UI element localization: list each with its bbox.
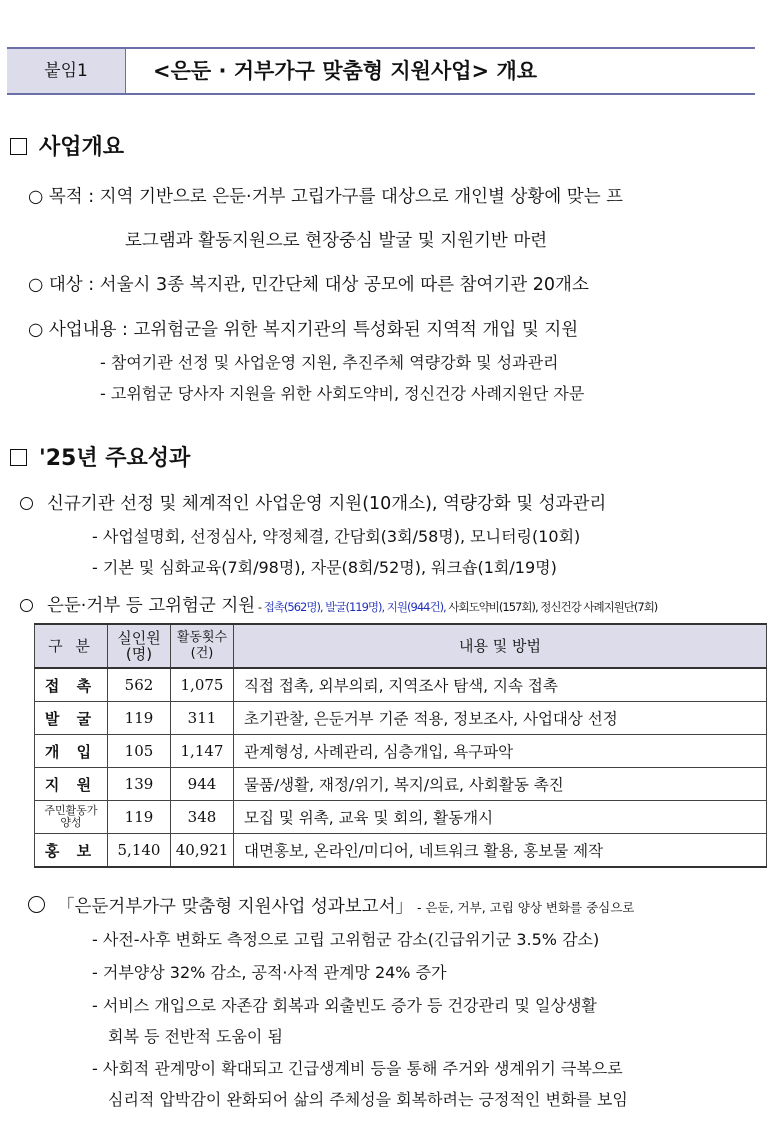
attachment-tag: 붙임1 <box>7 49 126 93</box>
row-people: 562 <box>108 668 171 702</box>
report-sub-1: - 사전-사후 변화도 측정으로 고립 고위험군 감소(긴급위기군 3.5% 감소) <box>92 930 600 949</box>
table-row <box>35 735 767 768</box>
table-row <box>35 702 767 735</box>
row-count: 348 <box>171 801 234 834</box>
table-row <box>35 801 767 834</box>
results-item-1 <box>20 490 606 515</box>
row-category: 발 굴 <box>35 702 108 735</box>
report-title-note: - 은둔, 거부, 고립 양상 변화를 중심으로 <box>412 900 635 915</box>
section-results-heading <box>10 441 190 472</box>
row-category: 주민활동가 양성 <box>35 801 108 834</box>
row-people: 5,140 <box>108 834 171 868</box>
content-sub-1: - 참여기관 선정 및 사업운영 지원, 추진주체 역량강화 및 성과관리 <box>100 353 559 372</box>
section-overview-title: 사업개요 <box>39 135 125 160</box>
checkbox-square-icon <box>10 449 27 466</box>
row-category: 개 입 <box>35 735 108 768</box>
table-header-category: 구 분 <box>35 624 108 668</box>
table-header-row <box>35 624 767 668</box>
report-sub-4-line-1: - 사회적 관계망이 확대되고 긴급생계비 등을 통해 주거와 생계위기 극복으로 <box>92 1059 623 1078</box>
results-item-1-sub-2: - 기본 및 심화교육(7회/98명), 자문(8회/52명), 워크숍(1회/19명) <box>92 558 557 577</box>
report-sub-3-line-2: 회복 등 전반적 도움이 됨 <box>108 1027 283 1046</box>
row-people: 139 <box>108 768 171 801</box>
content-sub-2: - 고위험군 당사자 지원을 위한 사회도약비, 정신건강 사례지원단 자문 <box>100 384 585 403</box>
results-item-1-sub-1: - 사업설명회, 선정심사, 약정체결, 간담회(3회/58명), 모니터링(10회) <box>92 527 581 546</box>
row-description: 물품/생활, 재정/위기, 복지/의료, 사회활동 촉진 <box>234 768 767 801</box>
table-row <box>35 768 767 801</box>
report-title: 「은둔거부가구 맞춤형 지원사업 성과보고서」 <box>57 897 413 917</box>
row-count: 311 <box>171 702 234 735</box>
bullet-circle-icon <box>20 599 33 612</box>
row-people: 105 <box>108 735 171 768</box>
row-description: 관계형성, 사례관리, 심층개입, 욕구파악 <box>234 735 767 768</box>
results-item-2-note: 사회도약비(157회), 정신건강 사례지원단(7회) <box>445 600 658 614</box>
content-line: ○ 사업내용 : 고위험군을 위한 복지기관의 특성화된 지역적 개입 및 지원 <box>28 320 579 340</box>
results-item-2-note-dash: - <box>255 600 264 614</box>
page-title: <은둔 · 거부가구 맞춤형 지원사업> 개요 <box>153 59 538 83</box>
row-count: 1,075 <box>171 668 234 702</box>
page-header <box>7 47 755 95</box>
row-count: 944 <box>171 768 234 801</box>
table-header-description: 내용 및 방법 <box>234 624 767 668</box>
checkbox-square-icon <box>10 138 27 155</box>
report-line <box>28 893 634 918</box>
row-description: 직접 접촉, 외부의뢰, 지역조사 탐색, 지속 접촉 <box>234 668 767 702</box>
report-sub-3-line-1: - 서비스 개입으로 자존감 회복과 외출빈도 증가 등 건강관리 및 일상생활 <box>92 996 597 1015</box>
table-row <box>35 834 767 868</box>
row-description: 초기관찰, 은둔거부 기준 적용, 정보조사, 사업대상 선정 <box>234 702 767 735</box>
section-results-title: '25년 주요성과 <box>39 446 191 471</box>
results-item-2-note-highlight: 접촉(562명), 발굴(119명), 지원(944건), <box>263 600 446 614</box>
report-sub-4-line-2: 심리적 압박감이 완화되어 삶의 주체성을 회복하려는 긍정적인 변화를 보임 <box>108 1090 628 1109</box>
row-people: 119 <box>108 801 171 834</box>
results-table <box>34 623 767 868</box>
report-sub-2: - 거부양상 32% 감소, 공적·사적 관계망 24% 증가 <box>92 963 447 982</box>
row-people: 119 <box>108 702 171 735</box>
section-overview-heading <box>10 130 124 161</box>
table-row <box>35 668 767 702</box>
bullet-circle-icon <box>28 896 45 913</box>
row-category: 홍 보 <box>35 834 108 868</box>
row-count: 40,921 <box>171 834 234 868</box>
table-header-people: 실인원 (명) <box>108 624 171 668</box>
target-line: ○ 대상 : 서울시 3종 복지관, 민간단체 대상 공모에 따른 참여기관 20개소 <box>28 275 589 295</box>
results-item-2-text: 은둔·거부 등 고위험군 지원 <box>47 596 256 616</box>
purpose-line-1: ○ 목적 : 지역 기반으로 은둔·거부 고립가구를 대상으로 개인별 상황에 맞는 프 <box>28 187 624 207</box>
row-category: 접 촉 <box>35 668 108 702</box>
bullet-circle-icon <box>20 497 33 510</box>
row-count: 1,147 <box>171 735 234 768</box>
results-item-1-text: 신규기관 선정 및 체계적인 사업운영 지원(10개소), 역량강화 및 성과관리 <box>47 494 607 514</box>
results-item-2 <box>20 592 657 617</box>
purpose-line-2: 로그램과 활동지원으로 현장중심 발굴 및 지원기반 마련 <box>125 231 548 251</box>
row-description: 대면홍보, 온라인/미디어, 네트워크 활용, 홍보물 제작 <box>234 834 767 868</box>
table-header-count: 활동횟수 (건) <box>171 624 234 668</box>
row-category: 지 원 <box>35 768 108 801</box>
row-description: 모집 및 위촉, 교육 및 회의, 활동개시 <box>234 801 767 834</box>
